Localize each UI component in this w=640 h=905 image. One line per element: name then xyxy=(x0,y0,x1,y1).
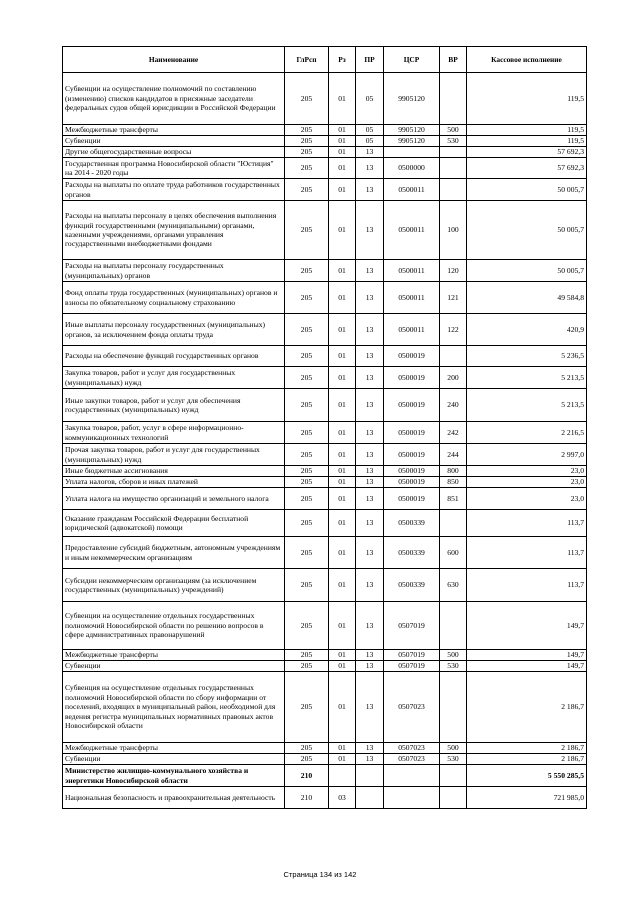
cell-glrsp: 205 xyxy=(285,201,329,260)
cell-pr: 13 xyxy=(356,510,384,537)
table-row xyxy=(63,125,587,136)
cell-amount: 23,0 xyxy=(467,488,587,510)
cell-glrsp: 205 xyxy=(285,346,329,367)
cell-pr: 13 xyxy=(356,650,384,661)
cell-pr: 13 xyxy=(356,444,384,466)
cell-pr: 13 xyxy=(356,477,384,488)
cell-csr: 0507023 xyxy=(384,743,440,754)
cell-glrsp: 205 xyxy=(285,510,329,537)
cell-name: Иные бюджетные ассигнования xyxy=(63,466,285,477)
cell-glrsp: 205 xyxy=(285,602,329,650)
cell-glrsp: 205 xyxy=(285,754,329,765)
table-row xyxy=(63,650,587,661)
cell-name: Министерство жилищно-коммунального хозяйства и энергетики Новосибирской области xyxy=(63,765,285,787)
cell-csr: 9905120 xyxy=(384,125,440,136)
cell-csr: 0500019 xyxy=(384,477,440,488)
cell-amount: 113,7 xyxy=(467,510,587,537)
cell-vr xyxy=(440,602,467,650)
cell-csr xyxy=(384,765,440,787)
table-row xyxy=(63,260,587,282)
cell-pr: 13 xyxy=(356,179,384,201)
cell-name: Национальная безопасность и правоохранительная деятельность xyxy=(63,787,285,809)
cell-name: Субвенции xyxy=(63,661,285,672)
cell-rz: 01 xyxy=(329,73,356,125)
cell-csr: 0500019 xyxy=(384,466,440,477)
cell-glrsp: 205 xyxy=(285,422,329,444)
cell-rz: 01 xyxy=(329,125,356,136)
cell-vr: 100 xyxy=(440,201,467,260)
cell-name: Межбюджетные трансферты xyxy=(63,125,285,136)
cell-rz: 01 xyxy=(329,510,356,537)
cell-vr: 800 xyxy=(440,466,467,477)
header-pr: ПР xyxy=(356,47,384,73)
table-row xyxy=(63,672,587,743)
cell-name: Предоставление субсидий бюджетным, автономным учреждениям и иным некоммерческим организациям xyxy=(63,537,285,569)
cell-pr: 13 xyxy=(356,488,384,510)
table-row xyxy=(63,179,587,201)
table-row xyxy=(63,510,587,537)
cell-rz: 01 xyxy=(329,650,356,661)
cell-csr: 0500339 xyxy=(384,569,440,602)
cell-rz: 01 xyxy=(329,147,356,158)
cell-glrsp: 205 xyxy=(285,260,329,282)
cell-name: Межбюджетные трансферты xyxy=(63,650,285,661)
cell-pr xyxy=(356,765,384,787)
cell-amount: 149,7 xyxy=(467,650,587,661)
cell-amount: 2 186,7 xyxy=(467,743,587,754)
table-row xyxy=(63,477,587,488)
cell-pr: 13 xyxy=(356,754,384,765)
cell-rz: 03 xyxy=(329,787,356,809)
cell-name: Государственная программа Новосибирской области "Юстиция" на 2014 - 2020 годы xyxy=(63,158,285,179)
cell-glrsp: 205 xyxy=(285,743,329,754)
cell-vr: 530 xyxy=(440,661,467,672)
table-row xyxy=(63,136,587,147)
cell-pr: 05 xyxy=(356,73,384,125)
cell-name: Уплата налога на имущество организаций и земельного налога xyxy=(63,488,285,510)
cell-glrsp: 205 xyxy=(285,477,329,488)
cell-rz: 01 xyxy=(329,661,356,672)
cell-glrsp: 205 xyxy=(285,136,329,147)
header-csr: ЦСР xyxy=(384,47,440,73)
cell-csr: 9905120 xyxy=(384,73,440,125)
cell-csr: 0507023 xyxy=(384,672,440,743)
cell-pr: 13 xyxy=(356,314,384,346)
cell-glrsp: 205 xyxy=(285,537,329,569)
cell-amount: 119,5 xyxy=(467,125,587,136)
cell-rz: 01 xyxy=(329,282,356,314)
cell-csr: 0500339 xyxy=(384,537,440,569)
cell-name: Другие общегосударственные вопросы xyxy=(63,147,285,158)
cell-name: Субвенция на осуществление отдельных государственных полномочий Новосибирской области по сбору информации от поселений, входящих в муниципальный район, необходимой для ведения регистра муниципальных нормативных правовых актов Новосибирской области xyxy=(63,672,285,743)
cell-pr: 13 xyxy=(356,672,384,743)
table-row xyxy=(63,743,587,754)
cell-csr: 0500011 xyxy=(384,314,440,346)
cell-glrsp: 205 xyxy=(285,444,329,466)
cell-csr: 0507019 xyxy=(384,650,440,661)
cell-glrsp: 210 xyxy=(285,765,329,787)
cell-name: Иные выплаты персоналу государственных (муниципальных) органов, за исключением фонда оплаты труда xyxy=(63,314,285,346)
cell-csr: 0500011 xyxy=(384,260,440,282)
cell-rz: 01 xyxy=(329,537,356,569)
cell-name: Уплата налогов, сборов и иных платежей xyxy=(63,477,285,488)
cell-amount: 5 236,5 xyxy=(467,346,587,367)
cell-pr: 05 xyxy=(356,125,384,136)
cell-glrsp: 205 xyxy=(285,650,329,661)
cell-csr xyxy=(384,147,440,158)
table-row xyxy=(63,488,587,510)
cell-name: Оказание гражданам Российской Федерации бесплатной юридической (адвокатской) помощи xyxy=(63,510,285,537)
cell-csr: 9905120 xyxy=(384,136,440,147)
cell-amount: 5 213,5 xyxy=(467,389,587,422)
cell-pr: 13 xyxy=(356,201,384,260)
cell-glrsp: 205 xyxy=(285,672,329,743)
cell-amount: 149,7 xyxy=(467,602,587,650)
cell-pr: 13 xyxy=(356,147,384,158)
cell-vr: 500 xyxy=(440,650,467,661)
table-row xyxy=(63,754,587,765)
cell-vr xyxy=(440,179,467,201)
cell-name: Закупка товаров, работ, услуг в сфере информационно-коммуникационных технологий xyxy=(63,422,285,444)
cell-amount: 113,7 xyxy=(467,537,587,569)
cell-glrsp: 205 xyxy=(285,661,329,672)
cell-glrsp: 205 xyxy=(285,125,329,136)
cell-csr: 0500019 xyxy=(384,444,440,466)
cell-vr xyxy=(440,672,467,743)
header-vr: ВР xyxy=(440,47,467,73)
cell-vr xyxy=(440,158,467,179)
cell-rz: 01 xyxy=(329,314,356,346)
cell-vr: 120 xyxy=(440,260,467,282)
table-row xyxy=(63,466,587,477)
cell-pr xyxy=(356,787,384,809)
cell-csr: 0500339 xyxy=(384,510,440,537)
cell-pr: 13 xyxy=(356,346,384,367)
cell-glrsp: 205 xyxy=(285,147,329,158)
table-row xyxy=(63,314,587,346)
cell-name: Субвенции xyxy=(63,136,285,147)
cell-amount: 57 692,3 xyxy=(467,158,587,179)
cell-csr: 0500019 xyxy=(384,422,440,444)
cell-vr: 851 xyxy=(440,488,467,510)
cell-vr: 244 xyxy=(440,444,467,466)
cell-rz: 01 xyxy=(329,602,356,650)
cell-name: Иные закупки товаров, работ и услуг для обеспечения государственных (муниципальных) нужд xyxy=(63,389,285,422)
cell-amount: 2 186,7 xyxy=(467,672,587,743)
cell-name: Прочая закупка товаров, работ и услуг для государственных (муниципальных) нужд xyxy=(63,444,285,466)
cell-name: Закупка товаров, работ и услуг для государственных (муниципальных) нужд xyxy=(63,367,285,389)
cell-vr xyxy=(440,787,467,809)
cell-rz: 01 xyxy=(329,477,356,488)
cell-rz: 01 xyxy=(329,346,356,367)
cell-vr xyxy=(440,346,467,367)
table-row xyxy=(63,158,587,179)
cell-rz: 01 xyxy=(329,136,356,147)
cell-vr xyxy=(440,73,467,125)
cell-csr: 0500019 xyxy=(384,346,440,367)
cell-rz: 01 xyxy=(329,466,356,477)
cell-amount: 119,5 xyxy=(467,136,587,147)
table-row xyxy=(63,602,587,650)
cell-amount: 23,0 xyxy=(467,466,587,477)
cell-pr: 13 xyxy=(356,661,384,672)
cell-csr: 0500019 xyxy=(384,367,440,389)
cell-rz: 01 xyxy=(329,743,356,754)
cell-amount: 113,7 xyxy=(467,569,587,602)
cell-glrsp: 210 xyxy=(285,787,329,809)
cell-csr: 0500011 xyxy=(384,201,440,260)
cell-pr: 13 xyxy=(356,422,384,444)
cell-csr: 0500011 xyxy=(384,282,440,314)
cell-glrsp: 205 xyxy=(285,179,329,201)
cell-vr: 530 xyxy=(440,136,467,147)
cell-pr: 13 xyxy=(356,158,384,179)
cell-pr: 13 xyxy=(356,569,384,602)
cell-amount: 50 005,7 xyxy=(467,201,587,260)
table-row xyxy=(63,765,587,787)
cell-vr: 122 xyxy=(440,314,467,346)
table-row xyxy=(63,537,587,569)
table-row xyxy=(63,73,587,125)
cell-name: Субсидии некоммерческим организациям (за исключением государственных (муниципальных) учреждений) xyxy=(63,569,285,602)
table-row xyxy=(63,444,587,466)
cell-name: Фонд оплаты труда государственных (муниципальных) органов и взносы по обязательному социальному страхованию xyxy=(63,282,285,314)
header-amount: Кассовое исполнение xyxy=(467,47,587,73)
cell-rz: 01 xyxy=(329,672,356,743)
table-row xyxy=(63,147,587,158)
cell-pr: 13 xyxy=(356,743,384,754)
cell-amount: 50 005,7 xyxy=(467,179,587,201)
cell-vr: 121 xyxy=(440,282,467,314)
cell-amount: 57 692,3 xyxy=(467,147,587,158)
cell-rz: 01 xyxy=(329,158,356,179)
cell-rz: 01 xyxy=(329,367,356,389)
cell-name: Субвенции на осуществление отдельных государственных полномочий Новосибирской области по решению вопросов в сфере административных правонарушений xyxy=(63,602,285,650)
table-row xyxy=(63,282,587,314)
cell-name: Расходы на выплаты персоналу государственных (муниципальных) органов xyxy=(63,260,285,282)
cell-vr xyxy=(440,765,467,787)
cell-pr: 13 xyxy=(356,537,384,569)
cell-rz: 01 xyxy=(329,201,356,260)
cell-name: Расходы на выплаты по оплате труда работников государственных органов xyxy=(63,179,285,201)
cell-amount: 721 985,0 xyxy=(467,787,587,809)
cell-amount: 5 550 285,5 xyxy=(467,765,587,787)
cell-name: Субвенции xyxy=(63,754,285,765)
cell-rz: 01 xyxy=(329,569,356,602)
cell-pr: 13 xyxy=(356,367,384,389)
cell-name: Расходы на выплаты персоналу в целях обеспечения выполнения функций государственными (муниципальными) органами, казенными учреждениями, органами управления государственными внебюджетными фондами xyxy=(63,201,285,260)
cell-amount: 420,9 xyxy=(467,314,587,346)
cell-name: Межбюджетные трансферты xyxy=(63,743,285,754)
budget-table xyxy=(62,46,587,809)
table-row xyxy=(63,201,587,260)
cell-pr: 13 xyxy=(356,282,384,314)
cell-vr xyxy=(440,147,467,158)
cell-glrsp: 205 xyxy=(285,158,329,179)
cell-csr: 0500000 xyxy=(384,158,440,179)
cell-glrsp: 205 xyxy=(285,367,329,389)
cell-csr: 0507019 xyxy=(384,661,440,672)
cell-rz: 01 xyxy=(329,179,356,201)
cell-vr: 240 xyxy=(440,389,467,422)
cell-rz: 01 xyxy=(329,754,356,765)
table-row xyxy=(63,422,587,444)
cell-glrsp: 205 xyxy=(285,73,329,125)
cell-csr: 0507023 xyxy=(384,754,440,765)
cell-pr: 13 xyxy=(356,389,384,422)
cell-amount: 5 213,5 xyxy=(467,367,587,389)
table-row xyxy=(63,389,587,422)
cell-vr: 630 xyxy=(440,569,467,602)
cell-glrsp: 205 xyxy=(285,466,329,477)
table-row xyxy=(63,569,587,602)
cell-pr: 13 xyxy=(356,466,384,477)
cell-amount: 49 584,8 xyxy=(467,282,587,314)
table-row xyxy=(63,787,587,809)
table-header-row xyxy=(63,47,587,73)
cell-csr: 0500011 xyxy=(384,179,440,201)
cell-name: Субвенции на осуществление полномочий по составлению (изменению) списков кандидатов в присяжные заседатели федеральных судов общей юрисдикции в Российской Федерации xyxy=(63,73,285,125)
cell-amount: 2 997,0 xyxy=(467,444,587,466)
table-row xyxy=(63,367,587,389)
header-glrsp: ГлРсп xyxy=(285,47,329,73)
cell-rz xyxy=(329,765,356,787)
header-name: Наименование xyxy=(63,47,285,73)
cell-pr: 05 xyxy=(356,136,384,147)
cell-amount: 23,0 xyxy=(467,477,587,488)
cell-csr: 0507019 xyxy=(384,602,440,650)
cell-vr: 530 xyxy=(440,754,467,765)
cell-name: Расходы на обеспечение функций государственных органов xyxy=(63,346,285,367)
cell-csr: 0500019 xyxy=(384,488,440,510)
cell-vr xyxy=(440,510,467,537)
cell-glrsp: 205 xyxy=(285,569,329,602)
cell-rz: 01 xyxy=(329,444,356,466)
cell-glrsp: 205 xyxy=(285,314,329,346)
cell-vr: 500 xyxy=(440,743,467,754)
cell-rz: 01 xyxy=(329,389,356,422)
header-rz: Рз xyxy=(329,47,356,73)
cell-amount: 50 005,7 xyxy=(467,260,587,282)
table-body xyxy=(63,73,587,809)
cell-glrsp: 205 xyxy=(285,389,329,422)
cell-vr: 850 xyxy=(440,477,467,488)
cell-vr: 242 xyxy=(440,422,467,444)
cell-amount: 119,5 xyxy=(467,73,587,125)
cell-vr: 600 xyxy=(440,537,467,569)
cell-csr: 0500019 xyxy=(384,389,440,422)
cell-csr xyxy=(384,787,440,809)
cell-pr: 13 xyxy=(356,602,384,650)
cell-glrsp: 205 xyxy=(285,488,329,510)
table-row xyxy=(63,661,587,672)
cell-rz: 01 xyxy=(329,488,356,510)
cell-pr: 13 xyxy=(356,260,384,282)
cell-amount: 149,7 xyxy=(467,661,587,672)
cell-rz: 01 xyxy=(329,260,356,282)
cell-vr: 500 xyxy=(440,125,467,136)
table-row xyxy=(63,346,587,367)
cell-amount: 2 186,7 xyxy=(467,754,587,765)
cell-vr: 200 xyxy=(440,367,467,389)
cell-glrsp: 205 xyxy=(285,282,329,314)
cell-amount: 2 216,5 xyxy=(467,422,587,444)
cell-rz: 01 xyxy=(329,422,356,444)
page-footer: Страница 134 из 142 xyxy=(283,870,357,879)
